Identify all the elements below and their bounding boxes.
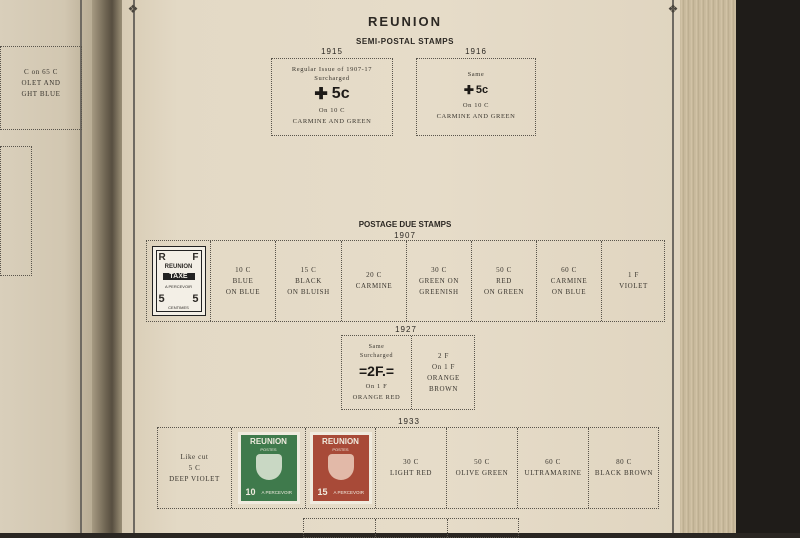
cell-1933-60c [518,428,589,508]
cell-1933-red-stamp [306,428,376,508]
stamp-bottom: CENTIMES [168,305,189,310]
cross-icon: ✚ [314,86,328,103]
box2-overprint [417,80,535,100]
stamp-country: REUNION [322,437,359,446]
stamp-sub: POSTES [332,447,349,452]
year-1907: 1907 [394,231,416,240]
page-edges [680,0,736,533]
cell-1907-10c [211,241,276,321]
cell-1907-20c [342,241,407,321]
cell-1933-80c [589,428,659,508]
partial-cell [304,519,376,537]
cell-line2: On 1 F [431,362,456,371]
box1-overprint [272,83,392,105]
semi-postal-heading: SEMI-POSTAL STAMPS [356,37,454,46]
stamp-value: 15 [317,487,328,497]
stamp-cell-1907 [147,241,211,321]
box1-line2: Surcharged [314,75,350,82]
cell-color: CARMINE [550,276,588,285]
page-border-right [672,0,674,533]
cell-color: ORANGE RED [352,393,401,401]
page-title: REUNION [368,14,442,29]
cell-color: BLACK [295,276,322,285]
cell-1907-60c [537,241,602,321]
cell-color-2: ON GREEN [484,287,524,296]
cell-value: 60 C [545,458,561,466]
semi-postal-box-1916 [416,58,536,136]
cell-color: DEEP VIOLET [169,474,220,483]
cell-value: 20 C [366,271,382,279]
red-stamp [310,432,372,504]
cell-color: BLUE [232,276,254,285]
cell-color-2: GREENISH [419,287,459,296]
box2-surcharge: 5c [475,84,489,96]
cell-value: 2 F [438,351,449,360]
cell-color-2: ON BLUE [551,287,587,296]
stamp-value-right: 5 [192,293,199,305]
cell-1907-15c [276,241,342,321]
box2-value: On 10 C [462,102,490,109]
box1-line1: Regular Issue of 1907-17 [291,66,373,73]
cell-1933-like-cut [158,428,232,508]
stamp-sub: A PERCEVOIR [164,284,193,289]
cell-value: 80 C [616,458,632,466]
cross-icon: ✚ [463,82,474,97]
cell-1933-30c [376,428,447,508]
left-page-box [0,46,82,130]
cell-value: 50 C [496,265,512,274]
box1-color: CARMINE AND GREEN [292,118,372,125]
semi-postal-box-1915 [271,58,393,136]
postage-due-row-1933 [157,427,659,509]
postage-due-row-1907 [146,240,665,322]
stamp-letter-r: R [158,252,166,263]
cell-1907-1f [602,241,665,321]
left-page-box-2 [0,146,32,276]
stamp-taxe: TAXE [163,273,195,280]
postage-due-row-partial [303,518,519,538]
cell-line1: Same [368,343,385,350]
coat-of-arms-icon [256,454,282,480]
postage-due-row-1927 [341,335,475,410]
background [736,0,800,533]
left-box-line1: C on 65 C [24,68,58,76]
stamp-text: A PERCEVOIR [261,490,293,495]
stamp-letter-f: F [192,252,199,263]
cell-color-2: BROWN [428,384,459,393]
cell-value: 50 C [474,458,490,466]
stamp-country: REUNION [164,264,193,270]
cell-color-2: ON BLUE [225,287,261,296]
cell-value: On 1 F [365,382,388,390]
cell-value: 15 C [300,265,317,274]
year-1927: 1927 [395,325,417,334]
coat-of-arms-icon [328,454,354,480]
cell-color: LIGHT RED [389,469,433,477]
cell-line2: Surcharged [359,352,394,359]
cell-color: RED [496,276,512,285]
cell-color: CARMINE [355,282,393,290]
cell-value: 30 C [403,458,419,466]
cell-value: 10 C [235,265,251,274]
cell-value: 30 C [431,265,447,274]
cell-color: OLIVE GREEN [455,469,509,477]
year-1915: 1915 [321,47,343,56]
cell-color: ULTRAMARINE [524,469,582,477]
stamp-value: 10 [245,487,256,497]
box1-value: On 10 C [318,107,346,114]
box2-line1: Same [467,71,485,78]
postage-due-heading: POSTAGE DUE STAMPS [358,220,452,229]
cell-1933-50c [447,428,518,508]
cell-1907-30c [407,241,472,321]
cell-1907-50c [472,241,537,321]
stamp-sub: POSTES [260,447,277,452]
cell-1927-surcharge [342,336,412,409]
partial-cell [376,519,448,537]
cell-color: GREEN ON [419,276,459,285]
box1-surcharge: 5c [331,85,350,102]
cell-value: 60 C [561,265,577,274]
cell-color-2: ON BLUISH [287,287,330,296]
left-box-line3: GHT BLUE [21,90,61,98]
corner-ornament-right: ❖ [667,2,679,16]
cell-line1: Like cut [180,452,209,461]
page-border-left [133,0,135,533]
year-1933: 1933 [398,417,420,426]
left-box-line2: OLET AND [21,79,61,87]
year-1916: 1916 [465,47,487,56]
cell-1933-green-stamp [232,428,306,508]
box2-color: CARMINE AND GREEN [436,113,516,120]
cell-surcharge: =2F.= [358,362,395,379]
cell-color: ORANGE [427,373,460,382]
green-stamp [238,432,300,504]
cell-color: VIOLET [619,282,648,290]
corner-ornament-left: ❖ [127,2,139,16]
stamp-value-left: 5 [158,293,165,305]
cell-color: BLACK BROWN [594,469,654,477]
stamp-country: REUNION [250,437,287,446]
cell-value: 1 F [628,271,639,279]
cell-1927-2f [412,336,475,409]
stamp-text: A PERCEVOIR [333,490,365,495]
postage-due-stamp [152,246,206,316]
cell-line2: 5 C [188,463,201,472]
